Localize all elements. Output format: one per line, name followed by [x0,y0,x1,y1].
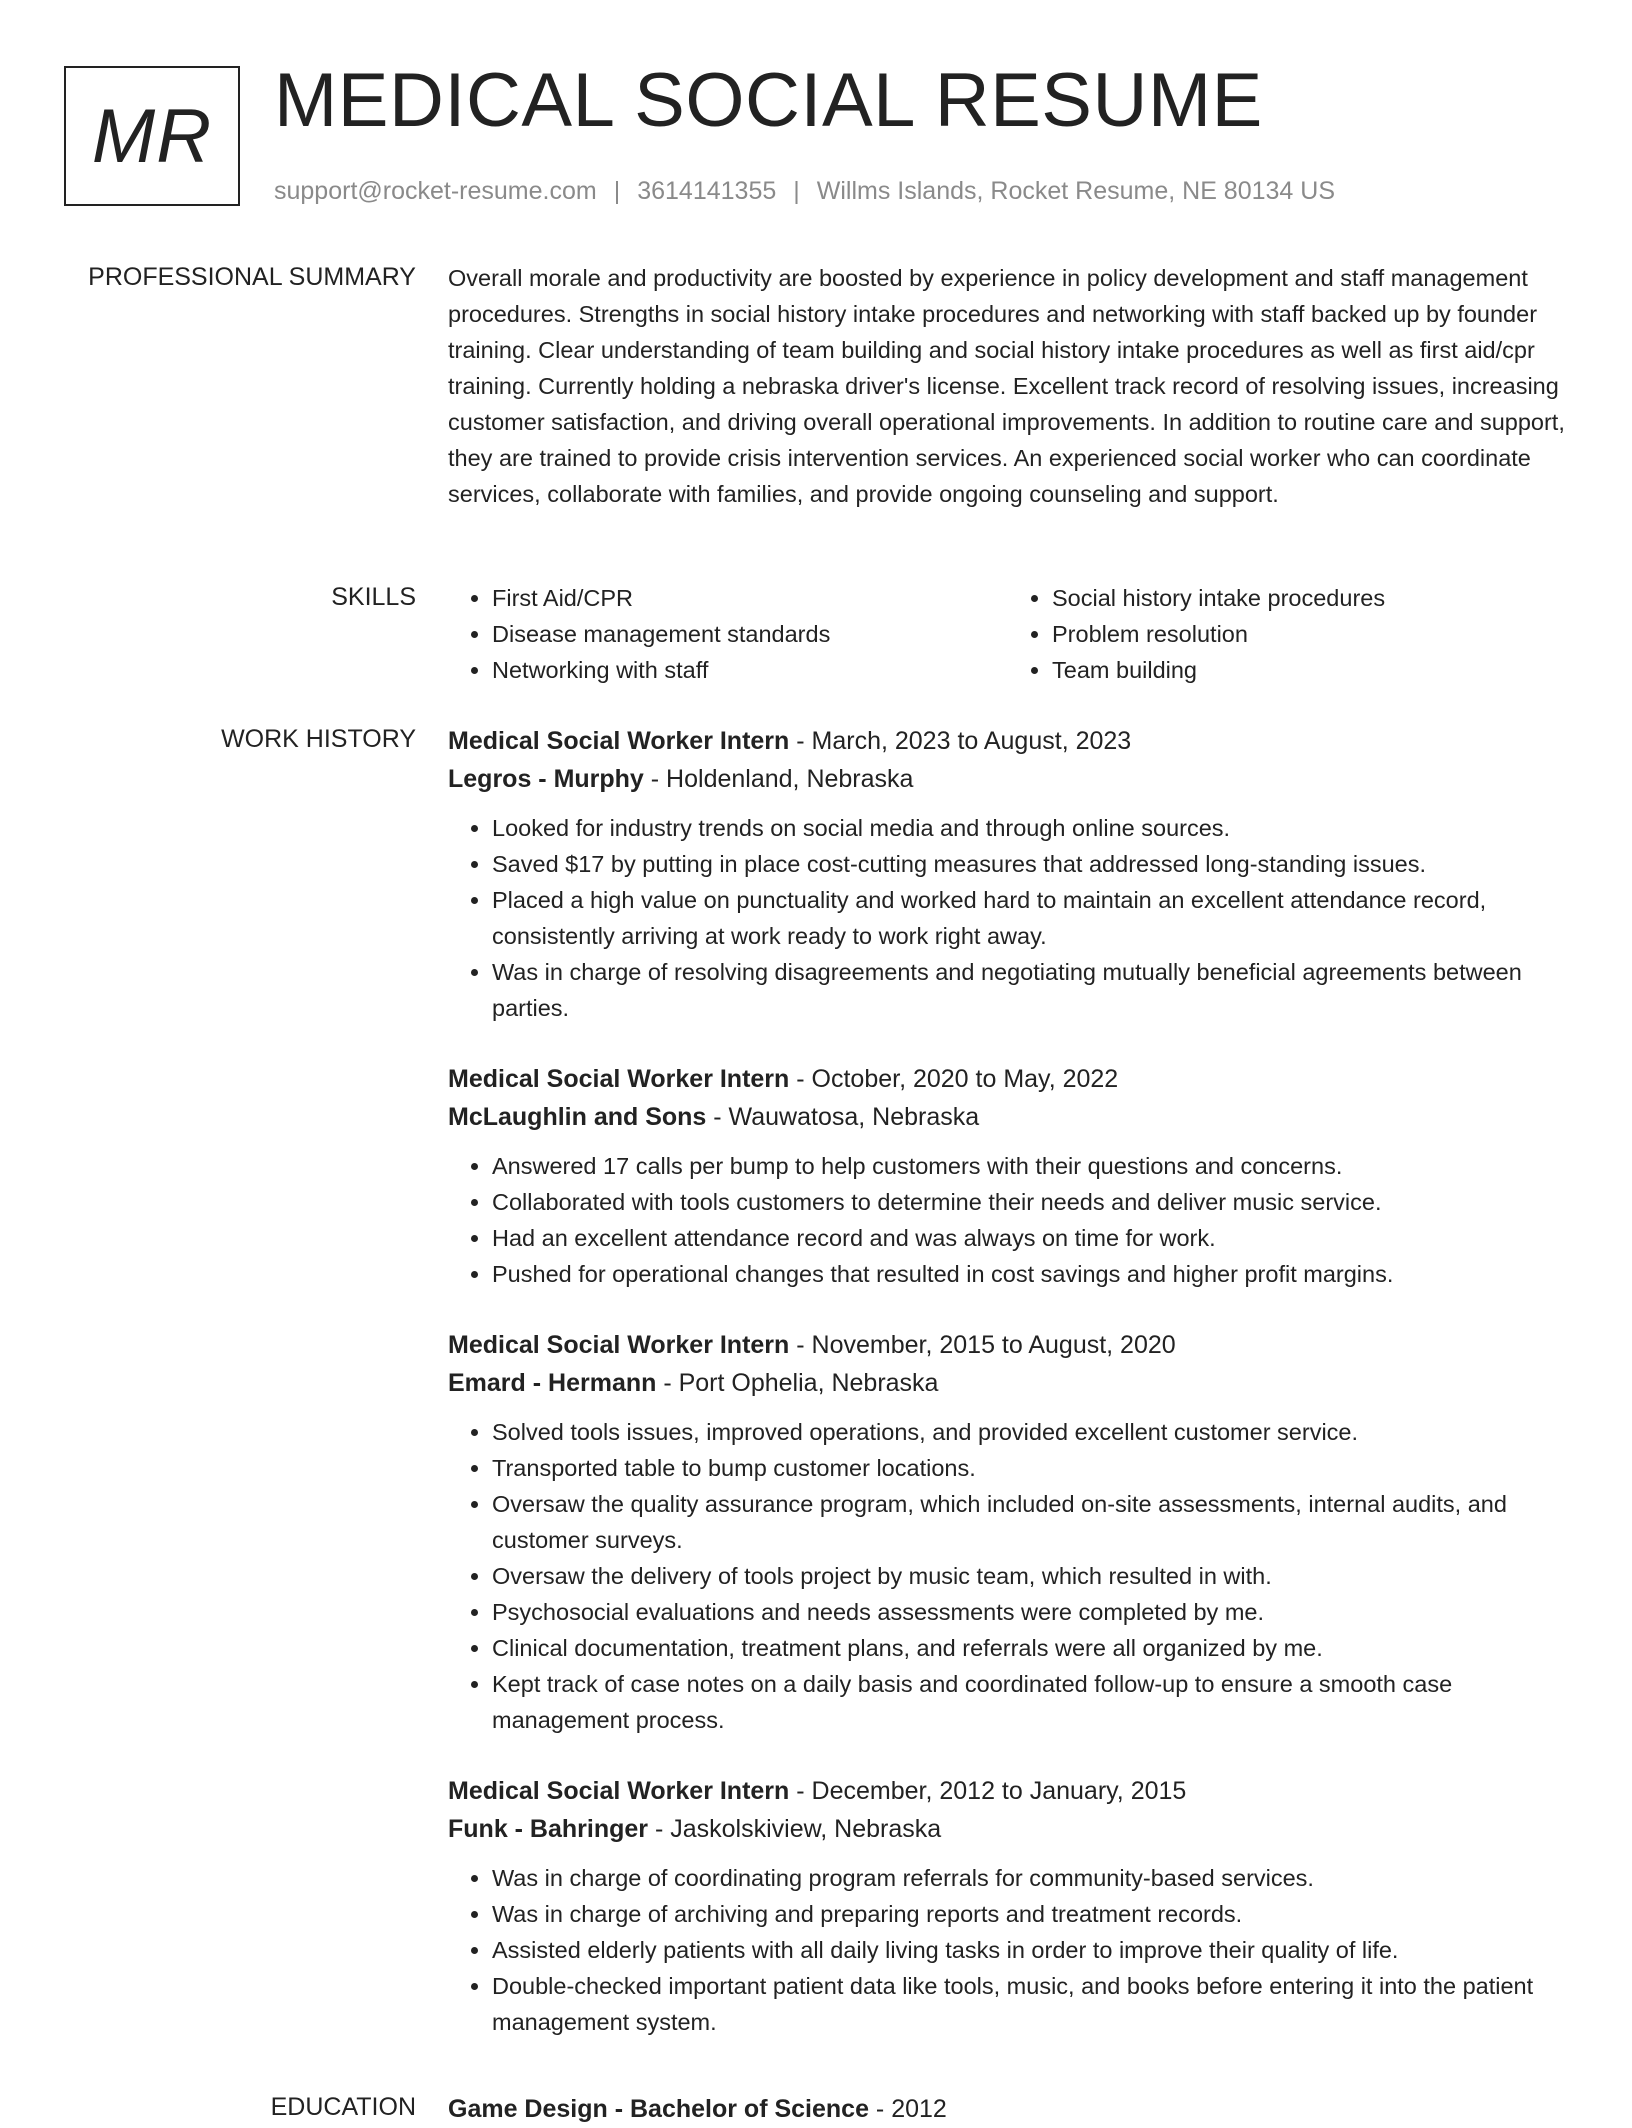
skills-list-left [448,580,1008,688]
section-label-skills: SKILLS [331,583,416,611]
job-bullet: • Pushed for operational changes that resulted in cost savings and higher profit margins. [492,1256,1568,1292]
job-bullet: • Was in charge of coordinating program referrals for community-based services. [492,1860,1568,1896]
job-company: Funk - Bahringer [448,1815,649,1843]
job-bullet: • Answered 17 calls per bump to help customers with their questions and concerns. [492,1148,1568,1184]
summary-text: Overall morale and productivity are boosted by experience in policy development and staff management procedures. Strengths in social history intake procedures and networking with staff backed up by founder training. Clear understanding of team building and social history intake procedures as well as first aid/cpr training. Currently holding a nebraska driver's license. Excellent track record of resolving issues, increasing customer satisfaction, and driving overall operational improvements. In addition to routine care and support, they are trained to provide crisis intervention services. An experienced social worker who can coordinate services, collaborate with families, and provide ongoing counseling and support. [448,265,1565,507]
job-title-line [448,1772,1568,1810]
skills-section [448,580,1568,688]
job-bullet: • Saved $17 by putting in place cost-cutting measures that addressed long-standing issues. [492,846,1568,882]
summary-section [448,260,1568,512]
job-title-line [448,1060,1568,1098]
education-year: - 2012 [868,2095,947,2123]
contact-line [274,174,1335,208]
job-dates: - October, 2020 to May, 2022 [789,1065,1119,1093]
job-dates: - March, 2023 to August, 2023 [789,727,1132,755]
job-company-line [448,1098,1568,1136]
job-entry [448,722,1568,1026]
skill-item: • Team building [1052,652,1568,688]
job-bullet: • Collaborated with tools customers to determine their needs and deliver music service. [492,1184,1568,1220]
contact-separator: | [793,177,800,205]
job-title-line [448,1326,1568,1364]
job-bullet: • Oversaw the quality assurance program, which included on-site assessments, internal audits, and customer surveys. [492,1486,1568,1558]
job-company: McLaughlin and Sons [448,1103,707,1131]
contact-phone: 3614141355 [637,177,777,205]
job-title: Medical Social Worker Intern [448,1777,790,1805]
job-company-line [448,1364,1568,1402]
job-bullets [448,1860,1568,2040]
resume-title: MEDICAL SOCIAL RESUME [274,58,1263,143]
job-bullet: • Oversaw the delivery of tools project by music team, which resulted in with. [492,1558,1568,1594]
monogram-initials: MR [91,93,213,179]
job-location: - Port Ophelia, Nebraska [656,1369,939,1397]
job-company: Emard - Hermann [448,1369,657,1397]
job-location: - Holdenland, Nebraska [643,765,914,793]
job-bullet: • Double-checked important patient data like tools, music, and books before entering it into the patient management system. [492,1968,1568,2040]
job-title: Medical Social Worker Intern [448,727,790,755]
job-bullet: • Solved tools issues, improved operations, and provided excellent customer service. [492,1414,1568,1450]
job-company-line [448,760,1568,798]
skills-list-right [1008,580,1568,688]
job-entry [448,1060,1568,1292]
skill-item: • Problem resolution [1052,616,1568,652]
job-bullet: • Clinical documentation, treatment plans, and referrals were all organized by me. [492,1630,1568,1666]
job-bullet: • Was in charge of archiving and preparing reports and treatment records. [492,1896,1568,1932]
section-label-education: EDUCATION [270,2093,416,2121]
job-bullets [448,810,1568,1026]
job-title: Medical Social Worker Intern [448,1331,790,1359]
education-line [448,2090,1568,2128]
job-bullet: • Was in charge of resolving disagreements and negotiating mutually beneficial agreements between parties. [492,954,1568,1026]
job-bullets [448,1148,1568,1292]
job-location: - Wauwatosa, Nebraska [706,1103,980,1131]
section-label-work-history: WORK HISTORY [221,725,416,753]
job-bullet: • Psychosocial evaluations and needs assessments were completed by me. [492,1594,1568,1630]
contact-separator: | [613,177,621,205]
section-label-summary: PROFESSIONAL SUMMARY [88,263,416,291]
job-entry [448,1326,1568,1738]
skill-item: • Networking with staff [492,652,1008,688]
job-company-line [448,1810,1568,1848]
monogram-logo [64,66,240,206]
skills-grid [448,580,1568,688]
job-bullet: • Had an excellent attendance record and was always on time for work. [492,1220,1568,1256]
skill-item: • Social history intake procedures [1052,580,1568,616]
contact-address: Willms Islands, Rocket Resume, NE 80134 US [816,177,1336,205]
job-entry [448,1772,1568,2040]
education-degree: Game Design - Bachelor of Science [448,2095,869,2123]
job-bullet: • Placed a high value on punctuality and worked hard to maintain an excellent attendance record, consistently arriving at work ready to work right away. [492,882,1568,954]
job-bullet: • Transported table to bump customer locations. [492,1450,1568,1486]
skill-item: • Disease management standards [492,616,1008,652]
job-company: Legros - Murphy [448,765,644,793]
job-title-line [448,722,1568,760]
job-dates: - December, 2012 to January, 2015 [789,1777,1187,1805]
job-bullet: • Looked for industry trends on social media and through online sources. [492,810,1568,846]
education-section [448,2090,1568,2128]
job-bullet: • Kept track of case notes on a daily basis and coordinated follow-up to ensure a smooth case management process. [492,1666,1568,1738]
job-bullets [448,1414,1568,1738]
job-location: - Jaskolskiview, Nebraska [648,1815,942,1843]
skill-item: • First Aid/CPR [492,580,1008,616]
job-bullet: • Assisted elderly patients with all daily living tasks in order to improve their quality of life. [492,1932,1568,1968]
job-dates: - November, 2015 to August, 2020 [789,1331,1176,1359]
job-title: Medical Social Worker Intern [448,1065,790,1093]
work-history-section [448,722,1568,2074]
contact-email: support@rocket-resume.com [274,177,597,205]
